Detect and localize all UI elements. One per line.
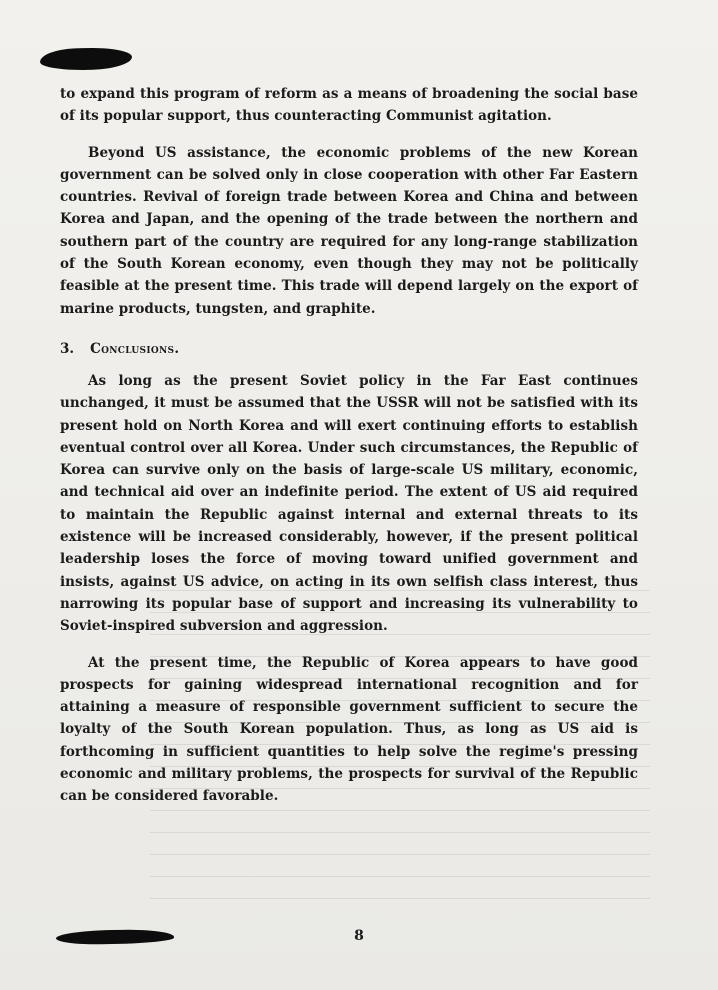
paragraph-economic-cooperation: Beyond US assistance, the economic problems of the new Korean government can be solved only in close cooperation with other Far Eastern countries. Revival of foreign trade between Korea and China and between Korea and Japan, and the opening of the trade between the northern and southern part of the country are required for any long-range stabilization of the South Korean economy, even though they may not be politically feasible at the present time. This trade will depend largely on the export of marine products, tungsten, and graphite. (60, 144, 638, 317)
paragraph-soviet-policy: As long as the present Soviet policy in the Far East continues unchanged, it must be assumed that the USSR will not be satisfied with its present hold on North Korea and will exert continuing efforts to establish eventual control over all Korea. Under such circumstances, the Republic of Korea can survive only on the basis of large-scale US military, economic, and technical aid over an indefinite period. The extent of US aid required to maintain the Republic against internal and external threats to its existence will be increased considerably, however, if the present political leadership loses the force of moving toward unified government and insists, against US advice, on acting in its own selfish class interest, thus narrowing its popular base of support and increasing its vulnerability to Soviet-inspired subversion and aggression. (60, 372, 638, 635)
section-number: 3. (60, 340, 75, 357)
redaction-mark-top (40, 46, 133, 71)
paragraph-reform-continuation: to expand this program of reform as a means of broadening the social base of its popular support, thus counteracting Communist agitation. (60, 86, 638, 125)
document-body (60, 83, 638, 822)
page-number: 8 (354, 928, 364, 944)
paragraph-prospects: At the present time, the Republic of Korea appears to have good prospects for gaining widespread international recognition and for attaining a measure of responsible government sufficient to secure the loyalty of the South Korean population. Thus, as long as US aid is forthcoming in sufficient quantities to help solve the regime's pressing economic and military problems, the prospects for survival of the Republic can be considered favorable. (60, 654, 638, 805)
section-heading-conclusions (60, 338, 638, 360)
section-title: Conclusions. (90, 340, 180, 357)
